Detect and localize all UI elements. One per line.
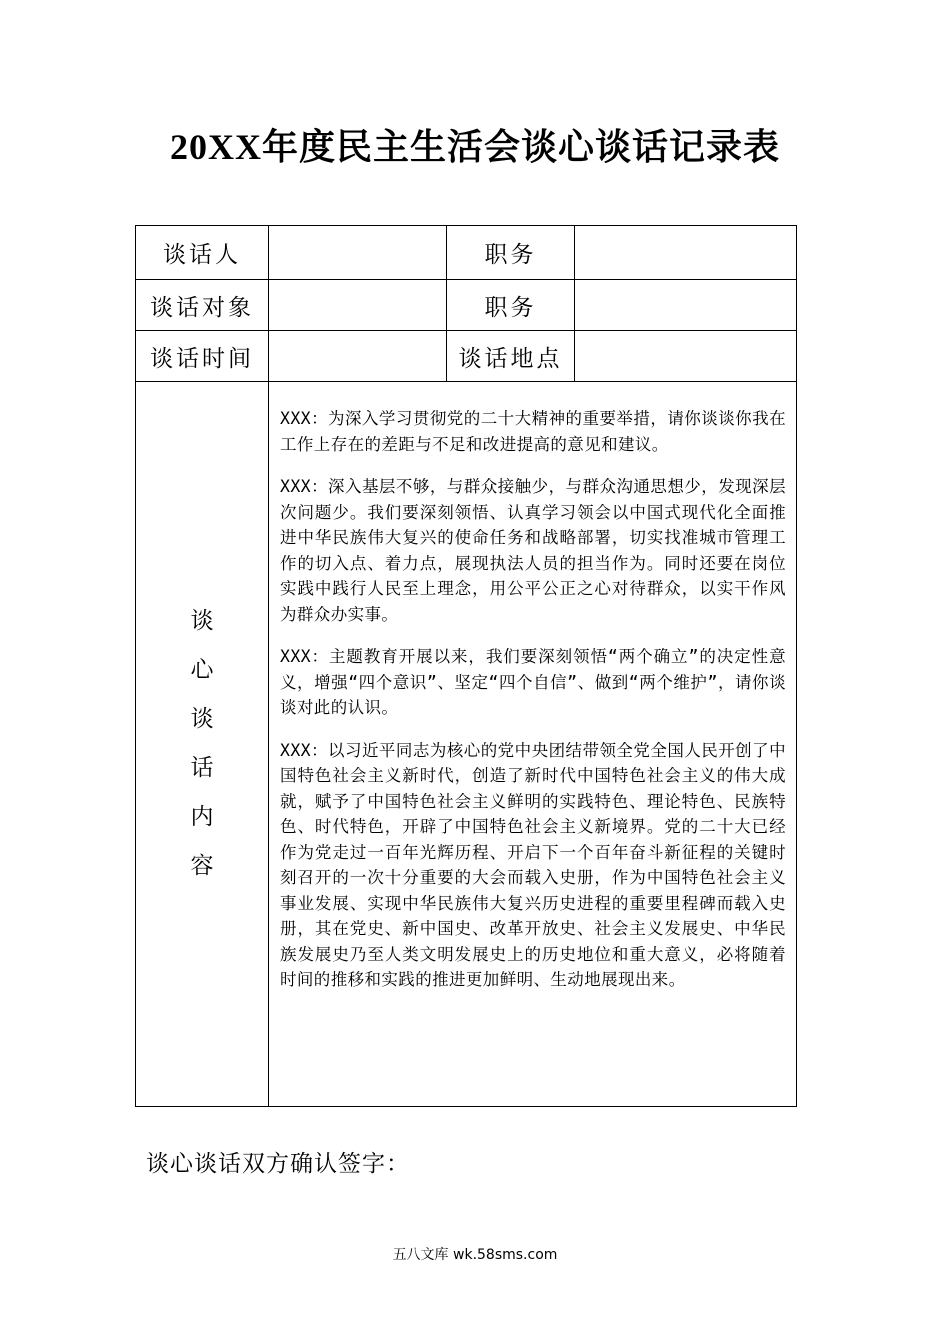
place-label: 谈话地点 bbox=[447, 331, 575, 382]
target-field[interactable] bbox=[269, 280, 447, 331]
talker-field[interactable] bbox=[269, 226, 447, 280]
content-paragraph: XXX：深入基层不够，与群众接触少，与群众沟通思想少，发现深层次问题少。我们要深刻领悟、认真学习领会以中国式现代化全面推进中华民族伟大复兴的使命任务和战略部署，切实找准城市管理工作的切入点、着力点，展现执法人员的担当作为。同时还要在岗位实践中践行人民至上理念，用公平公正之心对待群众，以实干作风为群众办实事。 bbox=[280, 477, 786, 624]
content-label-char: 话 bbox=[190, 755, 214, 781]
content-field[interactable] bbox=[269, 382, 797, 1107]
content-label-char: 心 bbox=[190, 657, 214, 683]
target-label: 谈话对象 bbox=[136, 280, 269, 331]
content-label-char: 谈 bbox=[190, 706, 214, 732]
signature-label: 谈心谈话双方确认签字： bbox=[146, 1151, 410, 1177]
content-paragraph: XXX：为深入学习贯彻党的二十大精神的重要举措，请你谈谈你我在工作上存在的差距与不足和改进提高的意见和建议。 bbox=[280, 409, 786, 454]
content-paragraph: XXX：主题教育开展以来，我们要深刻领悟“两个确立”的决定性意义，增强“四个意识”、坚定“四个自信”、做到“两个维护”，请你谈谈对此的认识。 bbox=[280, 647, 786, 717]
talker-label: 谈话人 bbox=[136, 226, 269, 280]
place-field[interactable] bbox=[575, 331, 797, 382]
content-label bbox=[136, 382, 269, 1107]
target-position-field[interactable] bbox=[575, 280, 797, 331]
content-label-char: 内 bbox=[190, 804, 214, 830]
table-row bbox=[136, 226, 797, 280]
table-row bbox=[136, 280, 797, 331]
page-title: 20XX年度民主生活会谈心谈话记录表 bbox=[170, 127, 780, 167]
content-label-char: 谈 bbox=[190, 608, 214, 634]
table-row bbox=[136, 382, 797, 1107]
talker-position-field[interactable] bbox=[575, 226, 797, 280]
table-row bbox=[136, 331, 797, 382]
target-position-label: 职务 bbox=[447, 280, 575, 331]
content-paragraph: XXX：以习近平同志为核心的党中央团结带领全党全国人民开创了中国特色社会主义新时代，创造了新时代中国特色社会主义的伟大成就，赋予了中国特色社会主义鲜明的实践特色、理论特色、民族特色、时代特色，开辟了中国特色社会主义新境界。党的二十大已经作为党走过一百年光辉历程、开启下一个百年奋斗新征程的关键时刻召开的一次十分重要的大会而载入史册，作为中国特色社会主义事业发展、实现中华民族伟大复兴历史进程的重要里程碑而载入史册，其在党史、新中国史、改革开放史、社会主义发展史、中华民族发展史乃至人类文明发展史上的历史地位和重大意义，必将随着时间的推移和实践的推进更加鲜明、生动地展现出来。 bbox=[280, 740, 786, 989]
footer-watermark: 五八文库 wk.58sms.com bbox=[392, 1247, 558, 1263]
talker-position-label: 职务 bbox=[447, 226, 575, 280]
record-table bbox=[135, 225, 797, 1107]
time-label: 谈话时间 bbox=[136, 331, 269, 382]
content-label-char: 容 bbox=[190, 853, 214, 879]
time-field[interactable] bbox=[269, 331, 447, 382]
